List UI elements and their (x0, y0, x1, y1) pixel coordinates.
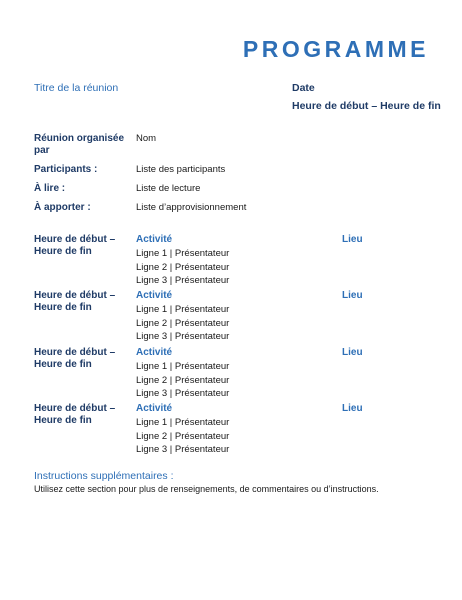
agenda-line: Ligne 1 | Présentateur (136, 248, 230, 259)
agenda-lines (136, 416, 229, 457)
info-value: Liste de lecture (136, 183, 201, 194)
meeting-time-range: Heure de début – Heure de fin (292, 100, 441, 112)
agenda-line: Ligne 3 | Présentateur (136, 331, 230, 342)
info-label: À apporter : (34, 202, 91, 213)
agenda-line: Ligne 1 | Présentateur (136, 361, 230, 372)
agenda-item (34, 403, 434, 459)
agenda-line: Ligne 3 | Présentateur (136, 444, 230, 455)
agenda-item (34, 347, 434, 403)
document-title: PROGRAMME (242, 36, 429, 62)
meeting-title: Titre de la réunion (34, 82, 119, 94)
agenda-time: Heure de début – Heure de fin (34, 234, 116, 257)
agenda-time: Heure de début – Heure de fin (34, 403, 116, 426)
agenda-line: Ligne 1 | Présentateur (136, 304, 230, 315)
agenda-line: Ligne 3 | Présentateur (136, 275, 230, 286)
agenda-activity: Activité (136, 403, 173, 414)
agenda-lines (136, 360, 229, 401)
info-label: À lire : (34, 183, 66, 194)
agenda-item (34, 290, 434, 346)
agenda-activity: Activité (136, 347, 173, 358)
agenda-line: Ligne 2 | Présentateur (136, 430, 230, 442)
agenda-line: Ligne 1 | Présentateur (136, 417, 230, 428)
agenda-place: Lieu (342, 403, 363, 414)
agenda-place: Lieu (342, 347, 363, 358)
agenda-line: Ligne 2 | Présentateur (136, 317, 230, 329)
agenda-line: Ligne 2 | Présentateur (136, 261, 230, 273)
info-value: Nom (136, 133, 157, 144)
agenda-time: Heure de début – Heure de fin (34, 347, 116, 370)
agenda-activity: Activité (136, 234, 173, 245)
extra-instructions-title: Instructions supplémentaires : (34, 470, 174, 482)
info-value: Liste des participants (136, 164, 226, 175)
agenda-lines (136, 247, 229, 288)
agenda-place: Lieu (342, 290, 363, 301)
agenda-activity: Activité (136, 290, 173, 301)
info-value: Liste d’approvisionnement (136, 202, 247, 213)
agenda-item (34, 234, 434, 290)
info-label: Réunion organisée par (34, 133, 125, 156)
info-label: Participants : (34, 164, 98, 175)
agenda-time: Heure de début – Heure de fin (34, 290, 116, 313)
meeting-date: Date (292, 82, 315, 94)
agenda-place: Lieu (342, 234, 363, 245)
agenda-lines (136, 303, 229, 344)
agenda-line: Ligne 3 | Présentateur (136, 388, 230, 399)
extra-instructions-text: Utilisez cette section pour plus de renseignements, de commentaires ou d’instructions. (34, 484, 379, 494)
agenda-line: Ligne 2 | Présentateur (136, 374, 230, 386)
